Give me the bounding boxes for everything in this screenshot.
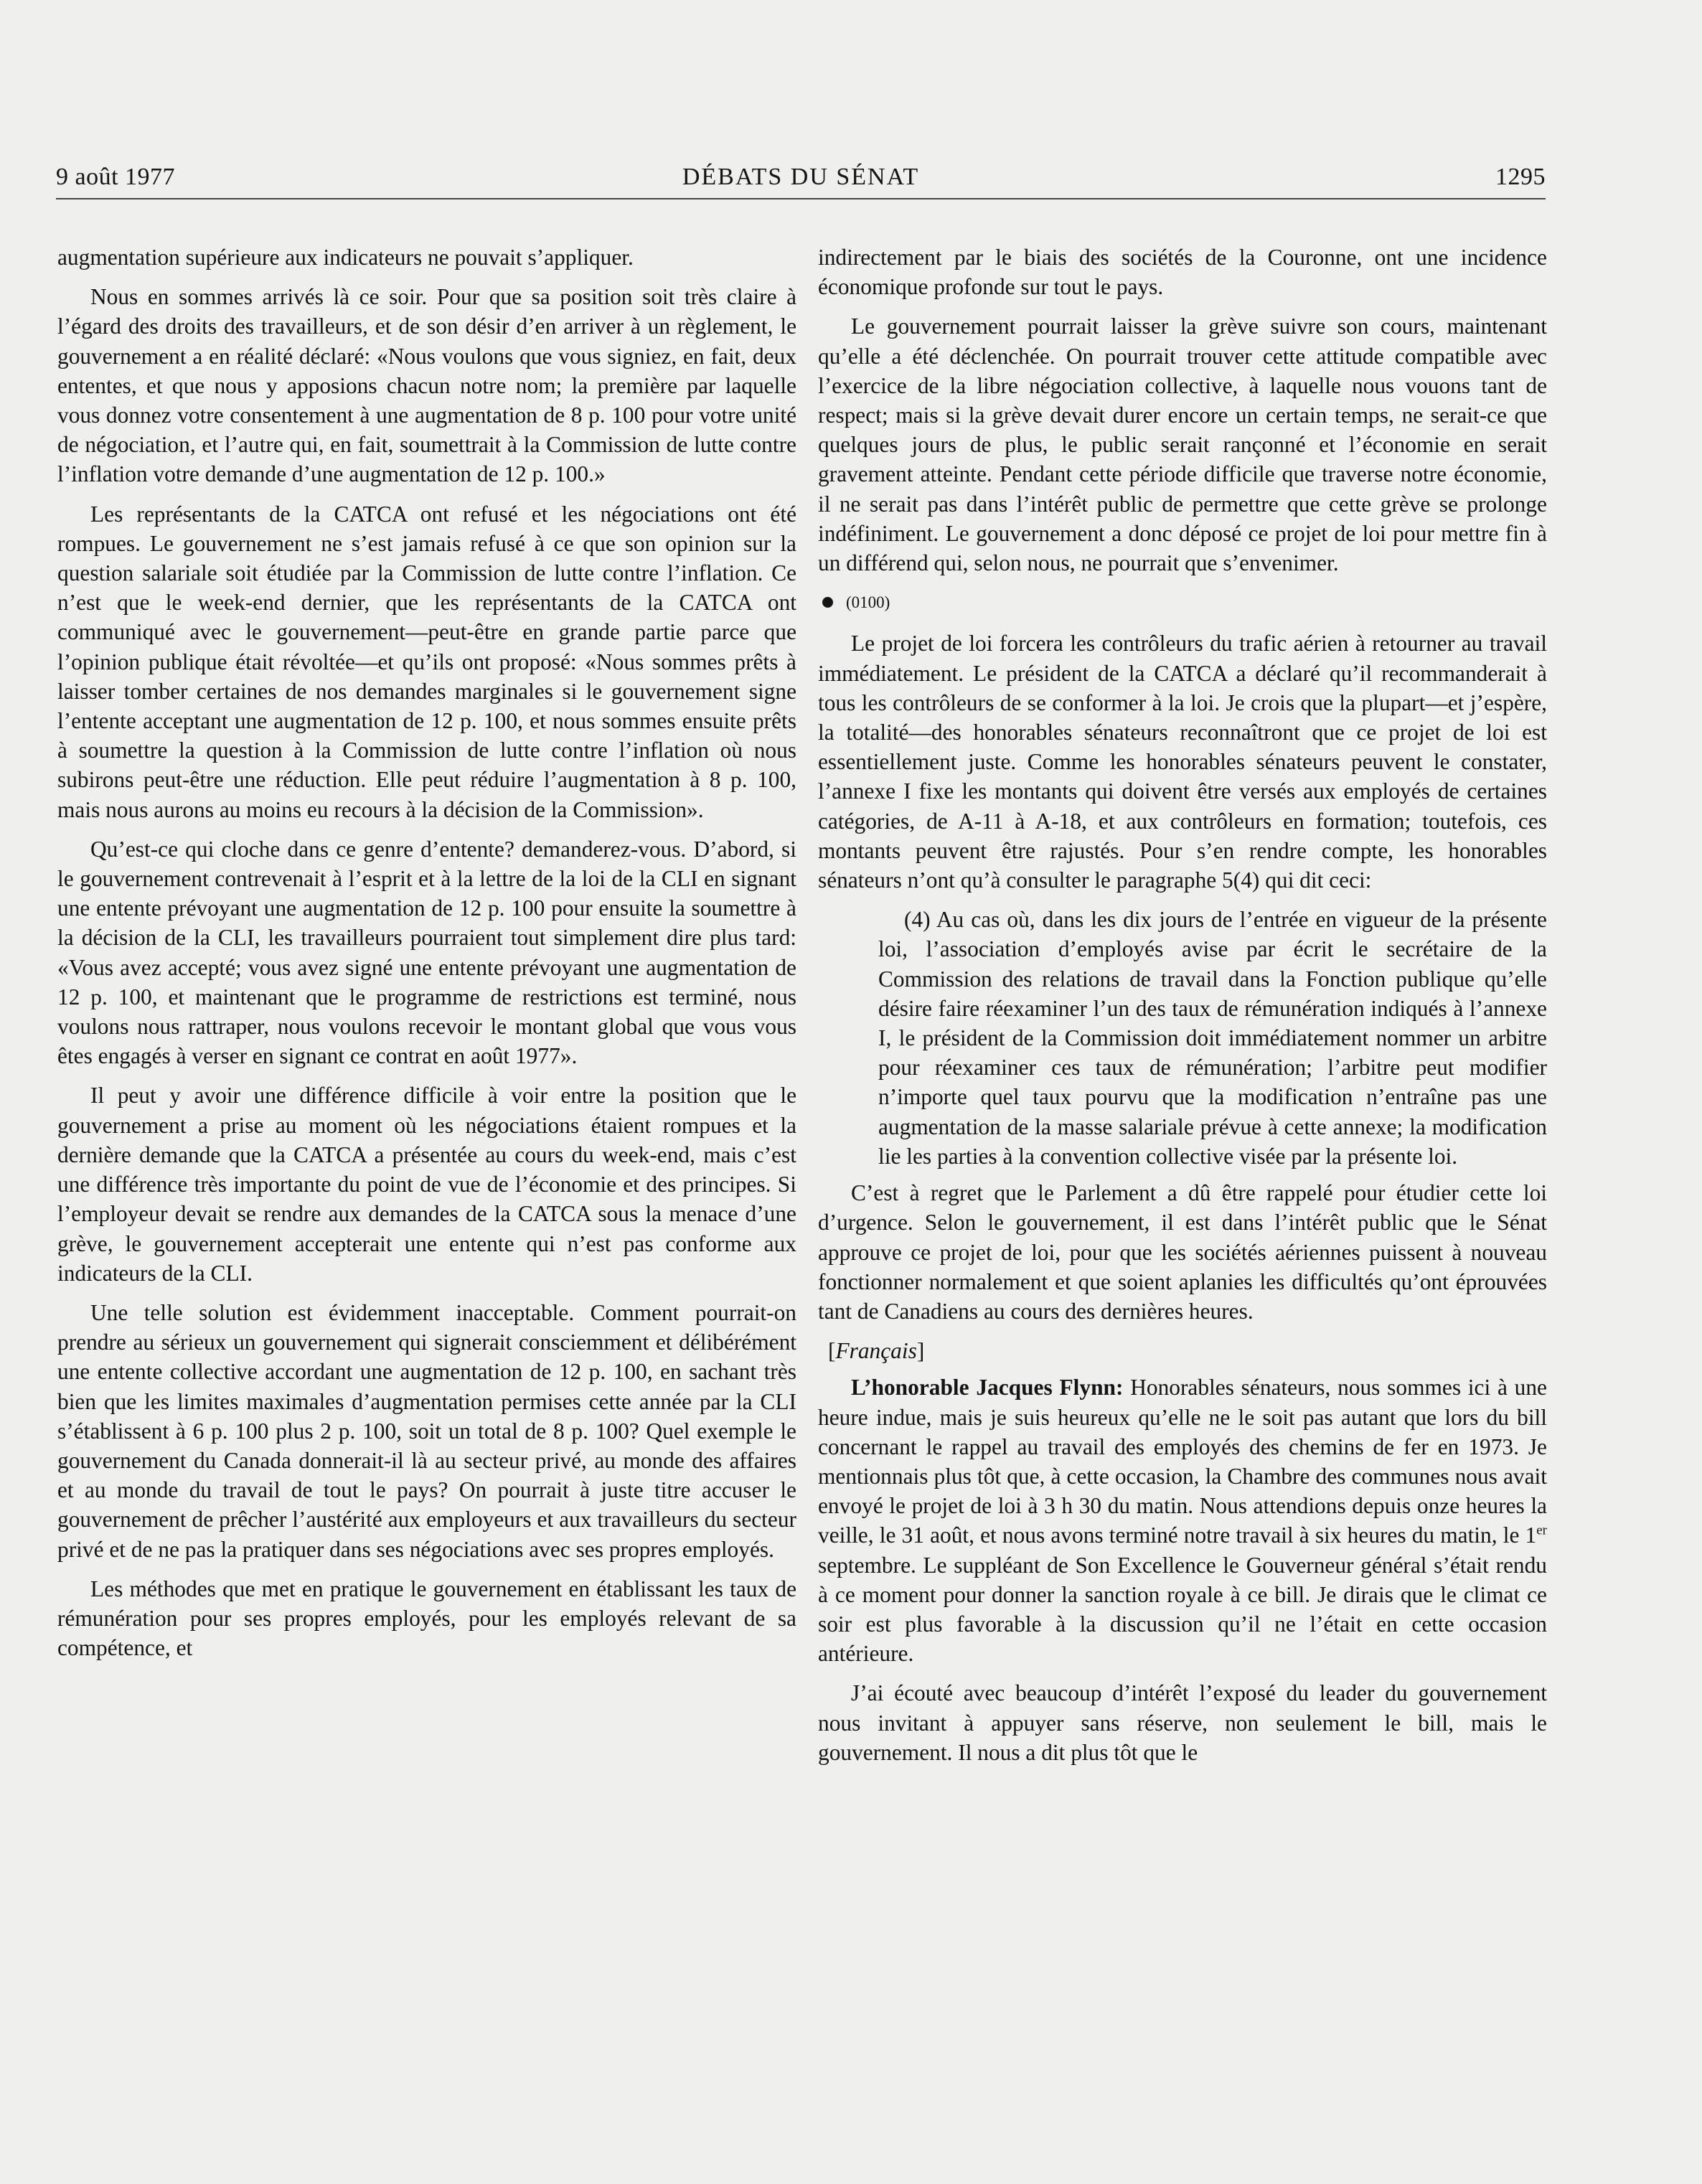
paragraph: Nous en sommes arrivés là ce soir. Pour que sa position soit très claire à l’égard des droits des travailleurs, et de son désir d’en arriver à un règlement, le gouvernement a en réalité déclaré: «Nous voulons que vous signiez, en fait, deux ententes, et que nous y apposions chacun notre nom; la première par laquelle vous donnez votre consentement à une augmentation de 8 p. 100 pour votre unité de négociation, et l’autre qui, en fait, soumettrait à la Commission de lutte contre l’inflation votre demande d’une augmentation de 12 p. 100.» <box>57 284 796 487</box>
page-number: 1295 <box>1495 164 1546 190</box>
paragraph: Il peut y avoir une différence difficile à voir entre la position que le gouvernement a prise au moment où les négociations étaient rompues et la dernière demande que la CATCA a présentée au cours du week-end, mais c’est une différence très importante du point de vue de l’économie et des principes. Si l’employeur devait se rendre aux demandes de la CATCA sous la menace d’une grève, le gouvernement accepterait une entente qui n’est pas conforme aux indicateurs de la CLI. <box>57 1083 796 1286</box>
time-marker <box>822 588 1547 617</box>
paragraph: Une telle solution est évidemment inacceptable. Comment pourrait-on prendre au sérieux un gouvernement qui signerait consciemment et délibérément une entente collective accordant une augmentation de 12 p. 100, en sachant très bien que les limites maximales d’augmentation permises cette année par la CLI s’établissent à 6 p. 100 plus 2 p. 100, soit un total de 8 p. 100? Quel exemple le gouvernement du Canada donnerait-il là au secteur privé, au monde des affaires et au monde du travail de tout le pays? On pourrait à juste titre accuser le gouvernement de prêcher l’austérité aux employeurs et aux travailleurs du secteur privé et de ne pas la pratiquer dans ses négociations avec ses propres employés. <box>57 1299 796 1562</box>
paragraph: Le gouvernement pourrait laisser la grève suivre son cours, maintenant qu’elle a été déclenchée. On pourrait trouver cette attitude compatible avec l’exercice de la libre négociation collective, à laquelle nous vouons tant de respect; mais si la grève devait durer encore un certain temps, ne serait-ce que quelques jours de plus, le public serait rançonné et l’économie en serait gravement atteinte. Pendant cette période difficile que traverse notre économie, il ne serait pas dans l’intérêt public de permettre que cette grève se prolonge indéfiniment. Le gouvernement a donc déposé ce projet de loi pour mettre fin à un différend qui, selon nous, ne pourrait que s’envenimer. <box>818 314 1547 576</box>
paragraph: C’est à regret que le Parlement a dû être rappelé pour étudier cette loi d’urgence. Selon le gouvernement, il est dans l’intérêt public que le Sénat approuve ce projet de loi, pour que les sociétés aériennes puissent à nouveau fonctionner normalement et que soient aplanies les difficultés qu’ont éprouvées tant de Canadiens au cours des dernières heures. <box>818 1180 1547 1324</box>
paragraph: indirectement par le biais des sociétés de la Couronne, ont une incidence économique profonde sur tout le pays. <box>818 245 1547 300</box>
language-name: Français <box>835 1338 917 1364</box>
language-marker <box>818 1336 1547 1365</box>
speech-text: Honorables sénateurs, nous sommes ici à une heure indue, mais je suis heureux qu’elle ne le soit pas autant que lors du bill concernant le rappel au travail des employés des chemins de fer en 1973. Je mentionnais plus tôt que, à cette occasion, la Chambre des communes nous avait envoyé le projet de loi à 3 h 30 du matin. Nous attendions depuis onze heures la veille, le 31 août, et nous avons terminé notre travail à six heures du matin, le 1 <box>818 1375 1547 1548</box>
superscript: er <box>1536 1522 1547 1538</box>
right-column <box>818 243 1547 1777</box>
speaker-name: L’honorable Jacques Flynn: <box>851 1375 1124 1401</box>
left-column <box>57 243 796 1672</box>
paragraph: augmentation supérieure aux indicateurs ne pouvait s’appliquer. <box>57 245 634 270</box>
page-header <box>56 159 1546 199</box>
bullet-icon <box>822 597 833 608</box>
paragraph: J’ai écouté avec beaucoup d’intérêt l’exposé du leader du gouvernement nous invitant à appuyer sans réserve, non seulement le bill, mais le gouvernement. Il nous a dit plus tôt que le <box>818 1680 1547 1765</box>
paragraph: Les représentants de la CATCA ont refusé et les négociations ont été rompues. Le gouvernement ne s’est jamais refusé à ce que son opinion sur la question salariale soit étudiée par la Commission de lutte contre l’inflation. Ce n’est que le week-end dernier, que les représentants de la CATCA ont communiqué avec le gouvernement—peut-être en grande partie parce que l’opinion publique était révoltée—et qu’ils ont proposé: «Nous sommes prêts à laisser tomber certaines de nos demandes marginales si le gouvernement signe l’entente acceptant une augmentation de 12 p. 100, et nous sommes ensuite prêts à soumettre la question à la Commission de lutte contre l’inflation où nous subirons peut-être une réduction. Elle peut réduire l’augmentation à 8 p. 100, mais nous aurons au moins eu recours à la décision de la Commission». <box>57 501 796 822</box>
language-bracket-close: ] <box>916 1338 925 1364</box>
legal-quote: (4) Au cas où, dans les dix jours de l’entrée en vigueur de la présente loi, l’association d’employés avise par écrit le secrétaire de la Commission des relations de travail dans la Fonction publique qu’elle désire faire réexaminer l’un des taux de rémunération indiqués à l’annexe I, le président de la Commission doit immédiatement nommer un arbitre pour réexaminer ces taux de rémunération; l’arbitre peut modifier n’importe quel taux pourvu que la modification n’entraîne pas une augmentation de la masse salariale prévue à cette annexe; la modification lie les parties à la convention collective visée par la présente loi. <box>878 907 1547 1169</box>
time-marker-text: (0100) <box>846 593 890 612</box>
paragraph: Les méthodes que met en pratique le gouvernement en établissant les taux de rémunération pour ses propres employés, pour les employés relevant de sa compétence, et <box>57 1576 796 1661</box>
header-date: 9 août 1977 <box>56 164 176 190</box>
speech-paragraph <box>818 1373 1547 1668</box>
language-bracket-open: [ <box>828 1338 836 1364</box>
paragraph: Le projet de loi forcera les contrôleurs du trafic aérien à retourner au travail immédiatement. Le président de la CATCA a déclaré qu’il recommanderait à tous les contrôleurs de se conformer à la loi. Je crois que la plupart—et j’espère, la totalité—des honorables sénateurs reconnaîtront que ce projet de loi est essentiellement juste. Comme les honorables sénateurs peuvent le constater, l’annexe I fixe les montants qui doivent être versés aux employés de certaines catégories, de A-11 à A-18, et aux contrôleurs en formation; toutefois, ces montants peuvent être rajustés. Pour s’en rendre compte, les honorables sénateurs n’ont qu’à consulter le paragraphe 5(4) qui dit ceci: <box>818 631 1547 893</box>
header-title: DÉBATS DU SÉNAT <box>682 164 920 190</box>
paragraph: Qu’est-ce qui cloche dans ce genre d’entente? demanderez-vous. D’abord, si le gouvernement contrevenait à l’esprit et à la lettre de la loi de la CLI en signant une entente prévoyant une augmentation de 12 p. 100 pour ensuite la soumettre à la décision de la CLI, les travailleurs pourraient tout simplement dire plus tard: «Vous avez accepté; vous avez signé une entente prévoyant une augmentation de 12 p. 100, et maintenant que le programme de restrictions est terminé, nous voulons nous rattraper, nous voulons recevoir le montant global que vous vous êtes engagés à verser en signant ce contrat en août 1977». <box>57 836 796 1069</box>
speech-text-continued: septembre. Le suppléant de Son Excellence le Gouverneur général s’était rendu à ce moment pour donner la sanction royale à ce bill. Je dirais que le climat ce soir est plus favorable à la discussion qu’il ne l’était en cette occasion antérieure. <box>818 1552 1547 1667</box>
